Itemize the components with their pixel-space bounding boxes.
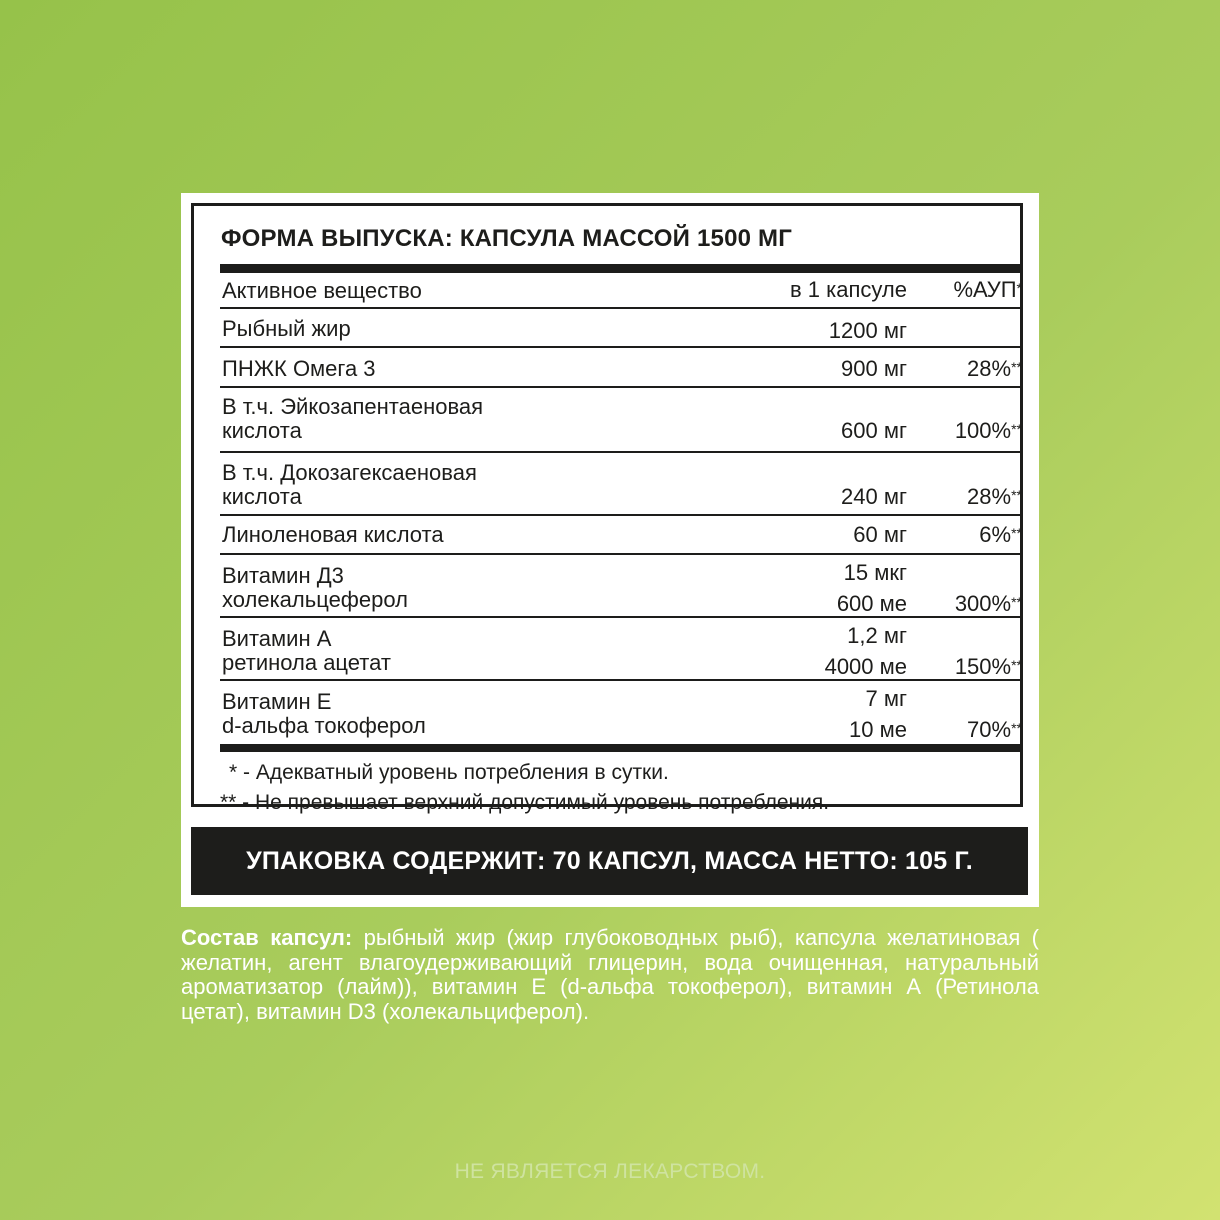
row-name: В т.ч. Докозагексаеновая — [222, 460, 477, 485]
header-percent — [953, 278, 1022, 302]
footnote-single-asterisk: * - Адекватный уровень потребления в сутки. — [229, 761, 669, 784]
footnote-double-asterisk: ** - Не превышает верхний допустимый уровень потребления. — [220, 791, 830, 814]
row-name: Линоленовая кислота — [222, 522, 444, 547]
row-amount: 7 мг — [865, 686, 907, 711]
row-percent-mark: ** — [1011, 525, 1022, 541]
nutrition-table — [191, 203, 1023, 814]
table-row — [220, 516, 1022, 555]
table-title: ФОРМА ВЫПУСКА: КАПСУЛА МАССОЙ 1500 МГ — [221, 225, 793, 252]
row-name: ПНЖК Омега 3 — [222, 356, 376, 381]
table-row — [220, 618, 1022, 681]
row-amount-line2: 4000 ме — [824, 654, 907, 679]
row-name-line2: кислота — [222, 418, 302, 443]
row-name-line2: кислота — [222, 484, 302, 509]
row-percent-mark: ** — [1011, 359, 1022, 375]
composition-label: Состав капсул: — [181, 925, 353, 950]
table-header-row — [220, 273, 1022, 309]
composition-text — [181, 926, 1039, 1024]
supplement-facts-card — [181, 193, 1039, 907]
row-amount: 600 мг — [841, 418, 907, 443]
table-row — [220, 388, 1022, 453]
row-percent-value: 28% — [967, 356, 1012, 381]
row-percent-mark: ** — [1011, 421, 1022, 437]
row-amount: 1200 мг — [828, 318, 907, 343]
row-percent-mark: ** — [1011, 720, 1022, 736]
row-percent-mark: ** — [1011, 487, 1022, 503]
row-percent-mark: ** — [1011, 657, 1022, 673]
header-amount: в 1 капсуле — [790, 277, 907, 302]
table-row — [220, 309, 1022, 348]
table-row — [220, 453, 1022, 516]
row-percent — [955, 592, 1022, 616]
row-percent-value: 300% — [954, 591, 1012, 616]
header-name: Активное вещество — [222, 278, 422, 303]
row-percent — [967, 357, 1022, 381]
table-row — [220, 348, 1022, 388]
row-amount-line2: 10 ме — [849, 717, 907, 742]
composition-body: рыбный жир (жир глубоководных рыб), капсула желатиновая ( желатин, агент влагоудерживающий глицерин, вода очищенная, натуральный ароматизатор (лайм)), витамин Е (d-альфа токоферол), витамин А (Ретинола цетат), витамин D3 (холекальциферол). — [181, 925, 1040, 1024]
row-name: Витамин Е — [222, 689, 332, 714]
row-name: В т.ч. Эйкозапентаеновая — [222, 394, 484, 419]
row-percent — [967, 718, 1022, 742]
row-name-line2: ретинола ацетат — [222, 650, 391, 675]
row-amount: 15 мкг — [843, 560, 907, 585]
row-percent-mark: ** — [1011, 594, 1022, 610]
row-percent-value: 70% — [967, 717, 1012, 742]
header-percent-mark: * — [1016, 280, 1022, 296]
row-percent — [979, 523, 1022, 547]
row-percent — [967, 485, 1022, 509]
row-percent-value: 100% — [954, 418, 1012, 443]
row-name: Рыбный жир — [222, 316, 351, 341]
row-name: Витамин Д3 — [222, 563, 344, 588]
row-name-line2: холекальцеферол — [222, 587, 408, 612]
package-contents-banner: УПАКОВКА СОДЕРЖИТ: 70 КАПСУЛ, МАССА НЕТТО: 105 Г. — [191, 827, 1028, 895]
row-amount: 60 мг — [853, 522, 907, 547]
table-row — [220, 555, 1022, 618]
title-divider — [220, 264, 1022, 273]
row-amount: 900 мг — [841, 356, 907, 381]
row-name-line2: d-альфа токоферол — [222, 713, 426, 738]
row-amount-line2: 600 ме — [836, 591, 907, 616]
row-percent-value: 150% — [954, 654, 1012, 679]
row-percent — [955, 655, 1022, 679]
row-percent-value: 6% — [979, 522, 1012, 547]
row-name: Витамин А — [222, 626, 332, 651]
row-amount: 1,2 мг — [847, 623, 907, 648]
row-amount: 240 мг — [841, 484, 907, 509]
row-percent-value: 28% — [967, 484, 1012, 509]
header-percent-text: %АУП — [953, 277, 1017, 302]
row-percent — [955, 419, 1022, 443]
table-bottom-divider — [220, 744, 1022, 752]
not-a-medicine-disclaimer: НЕ ЯВЛЯЕТСЯ ЛЕКАРСТВОМ. — [454, 1160, 766, 1183]
table-row — [220, 681, 1022, 744]
